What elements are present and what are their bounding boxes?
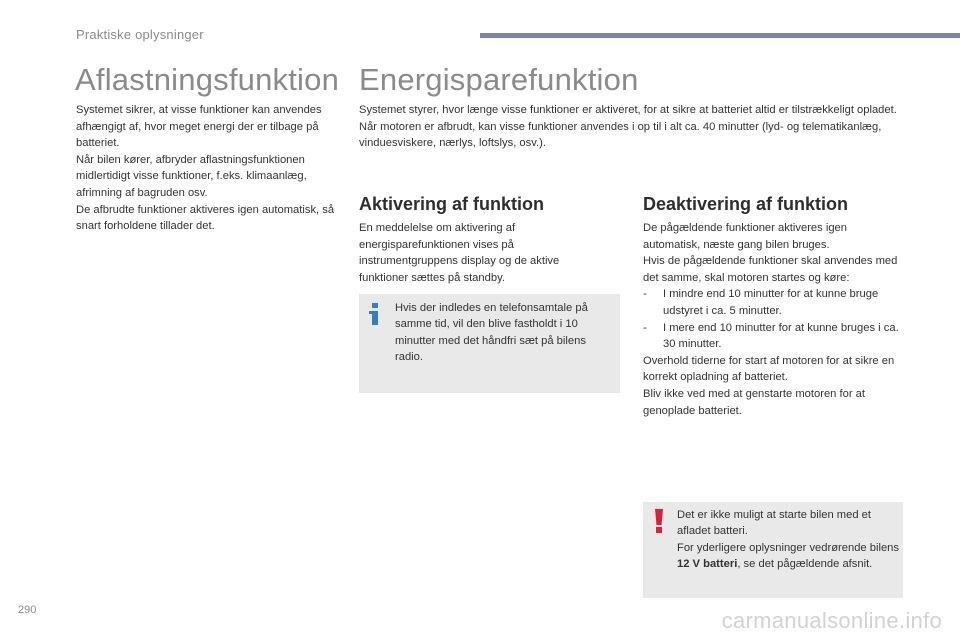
- bullet-item: [643, 286, 905, 319]
- warning-note: [643, 502, 903, 598]
- section-header-bar: [480, 33, 960, 38]
- right-intro: [359, 102, 899, 152]
- info-note: [359, 294, 620, 393]
- activation-title: Aktivering af funktion: [359, 194, 545, 214]
- deactivation-title: Deaktivering af funktion: [643, 194, 849, 214]
- watermark: carmanualsonline.info: [721, 608, 942, 633]
- left-paragraph: De afbrudte funktioner aktiveres igen automatisk, så snart forholdene tillader det.: [76, 203, 335, 233]
- bullet-text: I mindre end 10 minutter for at kunne bruge udstyret i ca. 5 minutter.: [663, 288, 879, 317]
- warning-text-bold: 12 V batteri: [677, 558, 738, 571]
- section-header-label: Praktiske oplysninger: [76, 27, 204, 42]
- left-paragraph: Når bilen kører, afbryder aflastningsfunktionen midlertidigt visse funktioner, f.eks. klimaanlæg, afrimning af bagruden osv.: [76, 153, 307, 199]
- page-number: 290: [18, 604, 37, 616]
- deactivation-paragraph: Overhold tiderne for start af motoren for at sikre en korrekt opladning af batteriet.: [643, 354, 895, 384]
- left-paragraph: Systemet sikrer, at visse funktioner kan anvendes afhængigt af, hvor meget energi der er tilbage på batteriet.: [76, 104, 322, 150]
- warning-line: Det er ikke muligt at starte bilen med et afladet batteri.: [677, 509, 872, 538]
- bullet-item: [643, 320, 905, 353]
- warning-text-post: , se det pågældende afsnit.: [737, 558, 873, 571]
- deactivation-paragraph: De pågældende funktioner aktiveres igen automatisk, næste gang bilen bruges.: [643, 222, 847, 251]
- info-note-text: Hvis der indledes en telefonsamtale på samme tid, vil den blive fastholdt i 10 minutter med det håndfri sæt på bilens radio.: [395, 302, 588, 364]
- left-title: Aflastningsfunktion: [75, 62, 340, 97]
- bullet-text: I mere end 10 minutter for at kunne bruges i ca. 30 minutter.: [663, 321, 899, 351]
- left-body: [76, 102, 338, 235]
- right-title: Energisparefunktion: [359, 62, 639, 97]
- deactivation-body: [643, 220, 905, 419]
- warning-line: [677, 540, 899, 573]
- intro-paragraph: Når motoren er afbrudt, kan visse funktioner anvendes i op til i alt ca. 40 minutter (lyd- og telematikanlæg, vinduesviskere, nærlys, loftslys, osv.).: [359, 120, 882, 150]
- intro-paragraph: Systemet styrer, hvor længe visse funktioner er aktiveret, for at sikre at batteriet altid er tilstrækkeligt opladet.: [359, 104, 897, 116]
- activation-body: [359, 220, 604, 286]
- warning-text-pre: For yderligere oplysninger vedrørende bilens: [677, 541, 899, 554]
- activation-paragraph: En meddelelse om aktivering af energisparefunktionen vises på instrumentgruppens display og de aktive funktioner sættes på standby.: [359, 222, 560, 284]
- bullet-dash: -: [643, 288, 647, 301]
- deactivation-paragraph: Hvis de pågældende funktioner skal anvendes med det samme, skal motoren startes og køre:: [643, 255, 898, 284]
- exclamation-icon: [652, 509, 666, 533]
- info-icon: [368, 303, 382, 325]
- warning-note-text: [677, 507, 899, 573]
- bullet-dash: -: [643, 321, 647, 334]
- deactivation-paragraph: Bliv ikke ved med at genstarte motoren for at genoplade batteriet.: [643, 387, 865, 417]
